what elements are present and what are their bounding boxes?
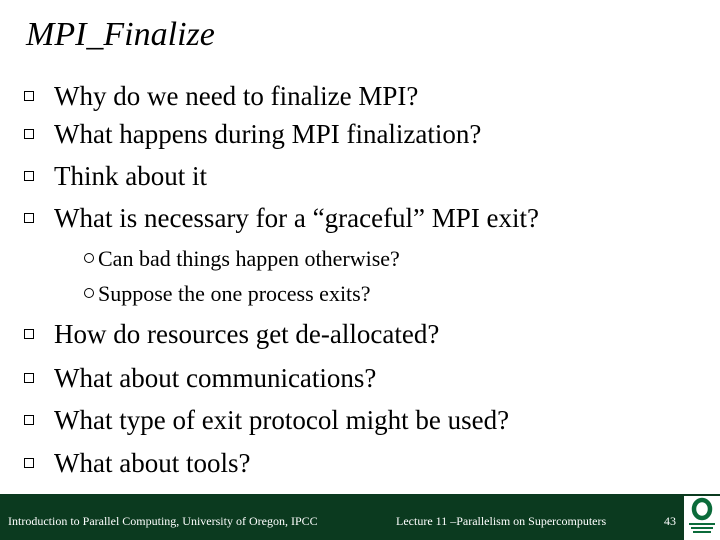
slide-title: MPI_Finalize [26, 16, 215, 53]
bullet-item [24, 407, 509, 434]
university-of-oregon-logo [684, 496, 720, 540]
bullet-text: Think about it [54, 161, 207, 191]
sub-bullet-item [84, 283, 371, 305]
bullet-text: Why do we need to finalize MPI? [54, 81, 419, 111]
sub-bullet-text: Can bad things happen otherwise? [98, 246, 400, 271]
circle-bullet-icon [84, 253, 94, 263]
bullet-item [24, 205, 539, 232]
footer-lecture-text: Lecture 11 –Parallelism on Supercomputers [396, 514, 607, 528]
sub-bullet-text: Suppose the one process exits? [98, 281, 371, 306]
bullet-item [24, 83, 418, 110]
circle-bullet-icon [84, 288, 94, 298]
bullet-item [24, 321, 439, 348]
checkbox-bullet-icon [24, 91, 34, 101]
bullet-text: How do resources get de-allocated? [54, 319, 440, 349]
sub-bullet-item [84, 248, 400, 270]
oregon-o-icon [684, 496, 720, 540]
bullet-item [24, 365, 376, 392]
bullet-text: What about communications? [54, 363, 377, 393]
bullet-text: What type of exit protocol might be used? [54, 405, 510, 435]
bullet-item [24, 121, 481, 148]
slide-footer [0, 494, 720, 540]
bullet-text: What about tools? [54, 448, 251, 478]
checkbox-bullet-icon [24, 329, 34, 339]
page-number: 43 [664, 514, 676, 528]
checkbox-bullet-icon [24, 213, 34, 223]
bullet-text: What is necessary for a “graceful” MPI exit? [54, 203, 540, 233]
bullet-item [24, 163, 207, 190]
checkbox-bullet-icon [24, 129, 34, 139]
checkbox-bullet-icon [24, 415, 34, 425]
bullet-item [24, 450, 250, 477]
checkbox-bullet-icon [24, 373, 34, 383]
bullet-text: What happens during MPI finalization? [54, 119, 482, 149]
checkbox-bullet-icon [24, 171, 34, 181]
footer-course-text: Introduction to Parallel Computing, University of Oregon, IPCC [8, 514, 318, 528]
checkbox-bullet-icon [24, 458, 34, 468]
